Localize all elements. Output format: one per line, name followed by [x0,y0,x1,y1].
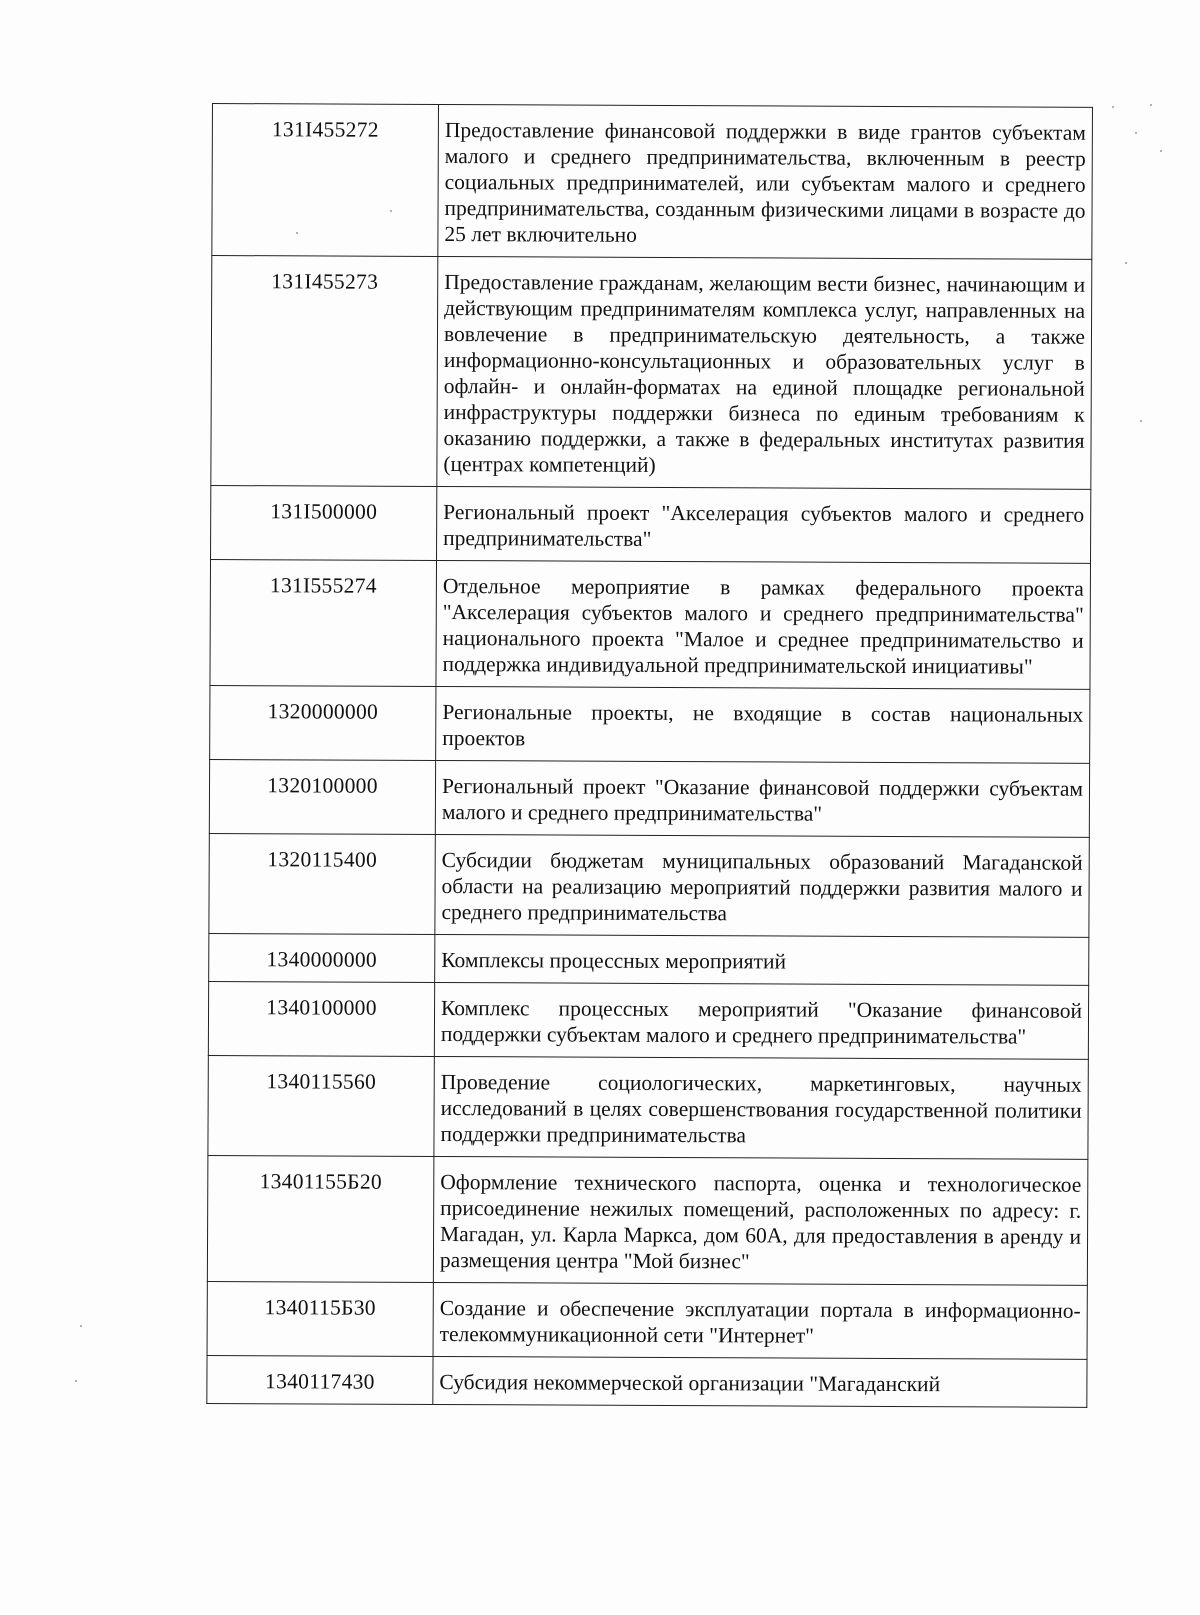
row-description: Региональный проект "Акселерация субъектов малого и среднего предпринимательства" [437,486,1091,563]
row-description: Предоставление гражданам, желающим вести бизнес, начинающим и действующим предпринимателям комплекса услуг, направленных на вовлечение в предпринимательскую деятельность, а также информационно-консультационных и образовательных услуг в офлайн- и онлайн-форматах на единой площадке региональной инфраструктуры поддержки бизнеса по единым требованиям к оказанию поддержки, а также в федеральных институтах развития (центрах компетенций) [437,256,1092,489]
row-description: Субсидии бюджетам муниципальных образований Магаданской области на реализацию мероприятий поддержки развития малого и среднего предпринимательства [435,834,1089,937]
row-description: Отдельное мероприятие в рамках федерального проекта "Акселерация субъектов малого и среднего предпринимательства" национального проекта "Малое и среднее предпринимательство и поддержка индивидуальной предпринимательской инициативы" [436,560,1091,689]
row-code: 1320100000 [209,759,435,834]
table-row [209,933,1089,985]
table-row [212,104,1093,260]
row-code: 1320115400 [209,833,435,934]
table-body [207,104,1093,1408]
row-description: Проведение социологических, маркетинговых, научных исследований в целях совершенствования государственной политики поддержки предпринимательства [434,1056,1088,1159]
row-description: Региональные проекты, не входящие в состав национальных проектов [436,686,1090,763]
row-description: Предоставление финансовой поддержки в виде грантов субъектам малого и среднего предпринимательства, включенным в реестр социальных предпринимателей, или субъектам малого и среднего предпринимательства, созданным физическими лицами в возрасте до 25 лет включительно [438,104,1093,259]
scan-speck [390,210,392,212]
scan-speck [1140,420,1142,422]
table-row [208,981,1088,1059]
row-code: 131I455272 [212,104,439,257]
row-description: Комплекс процессных мероприятий "Оказание финансовой поддержки субъектам малого и среднего предпринимательства" [434,982,1088,1059]
row-code: 1340100000 [208,981,434,1056]
row-description: Субсидия некоммерческой организации "Магаданский [433,1356,1087,1407]
table-row [209,833,1089,937]
row-code: 13401155Б20 [207,1155,434,1282]
row-description: Оформление технического паспорта, оценка и технологическое присоединение нежилых помещений, расположенных по адресу: г. Магадан, ул. Карла Маркса, дом 60А, для предоставления в аренду и размещения центра "Мой бизнес" [433,1156,1088,1285]
table-row [211,256,1092,490]
row-code: 1340117430 [207,1355,433,1404]
scan-speck [1150,104,1152,106]
table-row [210,685,1090,763]
scan-speck [1160,150,1162,152]
scan-speck [75,1380,77,1382]
table-row [207,1355,1087,1407]
table-row [210,559,1091,689]
scan-speck [296,232,298,234]
row-code: 131I455273 [211,256,438,487]
row-description: Создание и обеспечение эксплуатации портала в информационно-телекоммуникационной сети "Интернет" [433,1282,1087,1359]
row-code: 131I500000 [211,485,437,560]
table-row [211,485,1091,563]
row-description: Региональный проект "Оказание финансовой поддержки субъектам малого и среднего предпринимательства" [435,760,1089,837]
budget-code-table [206,103,1093,1408]
table-row [207,1281,1087,1359]
table-row [208,1055,1088,1159]
row-code: 1320000000 [210,685,436,760]
table-row [207,1155,1088,1285]
row-code: 1340000000 [209,933,435,982]
scan-speck [1112,106,1114,108]
scan-speck [1135,132,1137,134]
row-code: 1340115560 [208,1055,434,1156]
scan-speck [80,1325,82,1327]
table-row [209,759,1089,837]
row-code: 1340115Б30 [207,1281,433,1356]
row-description: Комплексы процессных мероприятий [435,934,1089,985]
scan-speck [1125,262,1127,264]
row-code: 131I555274 [210,559,437,686]
